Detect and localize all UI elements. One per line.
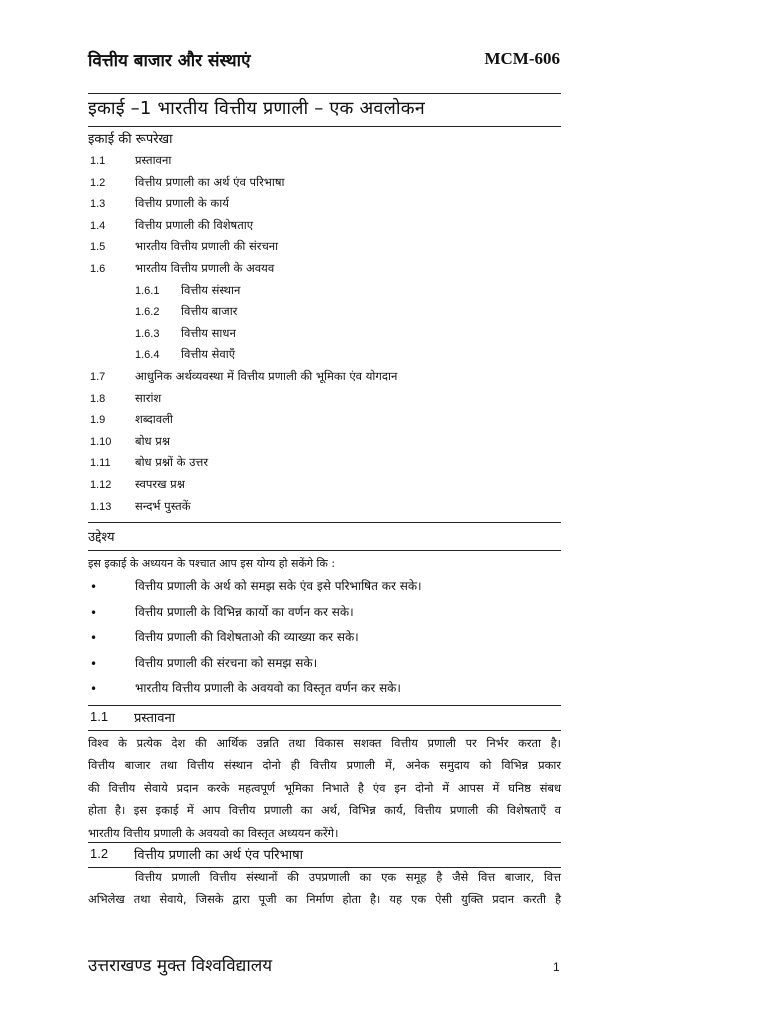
paragraph-line: अभिलेख तथा सेवाये, जिसके द्वारा पूजी का निर्माण होता है। यह एक ऐसी युक्ति प्रदान करती है [88,892,561,907]
divider-line [88,126,561,127]
toc-item-label: भारतीय वित्तीय प्रणाली के अवयव [135,260,275,275]
objective-item [0,602,768,628]
section-title: प्रस्तावना [134,711,176,726]
objective-item [0,653,768,679]
toc-item-number: 1.9 [90,414,106,427]
toc-item [0,174,768,196]
toc-item [0,282,768,304]
toc-item-number: 1.11 [90,457,111,470]
toc-item-label: वित्तीय बाजार [181,304,238,319]
intro-paragraph [88,732,561,844]
objectives-list [0,576,768,704]
objective-text: वित्तीय प्रणाली की संरचना को समझ सके। [135,655,318,670]
toc-item-number: 1.6.3 [135,327,160,340]
section-number: 1.1 [90,709,109,724]
toc-item [0,411,768,433]
toc-item-label: वित्तीय साधन [181,325,236,340]
toc-item [0,390,768,412]
toc-item [0,238,768,260]
toc-item-label: शब्दावली [135,412,173,427]
toc-item [0,498,768,520]
divider-line [88,842,561,843]
paragraph-line: वित्तीय बाजार तथा वित्तीय संस्थान दोनो ही वित्तीय प्रणाली में, अनेक समुदाय को विभिन्न प्रकार [88,758,561,773]
course-title: वित्तीय बाजार और संस्थाएं [88,51,251,71]
toc-item [0,325,768,347]
toc-item-label: बोध प्रश्नों के उत्तर [135,455,209,470]
footer-university: उत्तराखण्ड मुक्त विश्वविद्यालय [88,956,273,976]
bullet-icon: • [90,682,98,697]
toc-item [0,368,768,390]
objective-text: वित्तीय प्रणाली की विशेषताओ की व्याख्या कर सके। [135,630,359,645]
toc-item-label: वित्तीय प्रणाली का अर्थ एंव परिभाषा [135,174,285,189]
toc-item-number: 1.10 [90,435,112,448]
paragraph-line: भारतीय वित्तीय प्रणाली के अवयवो का विस्तृत अध्ययन करेंगे। [88,825,339,840]
toc-item-number: 1.8 [90,392,106,405]
toc-item-number: 1.6.1 [135,284,160,297]
page-number: 1 [553,960,560,974]
toc-item-number: 1.12 [90,478,112,491]
toc-item-label: सन्दर्भ पुस्तकें [135,498,191,513]
toc-item-label: वित्तीय प्रणाली की विशेषताए [135,217,254,232]
toc-item-label: प्रस्तावना [135,153,172,167]
section-title: वित्तीय प्रणाली का अर्थ एंव परिभाषा [134,848,303,863]
toc-item-label: आधुनिक अर्थव्यवस्था में वित्तीय प्रणाली की भूमिका एंव योगदान [135,368,398,383]
paragraph-line: होता है। इस इकाई में आप वित्तीय प्रणाली का अर्थ, विभिन्न कार्य, वित्तीय प्रणाली की विशेषताएँ व [88,803,561,818]
table-of-contents [0,152,768,519]
toc-item [0,346,768,368]
outline-heading: इकाई की रूपरेखा [88,132,173,147]
toc-item-number: 1.7 [90,370,106,383]
toc-item-label: वित्तीय प्रणाली के कार्य [135,196,229,211]
toc-item-number: 1.13 [90,500,112,513]
bullet-icon: • [90,631,98,646]
toc-item-number: 1.4 [90,219,106,232]
toc-item-number: 1.6.2 [135,306,160,319]
divider-line [88,550,561,551]
toc-item-number: 1.3 [90,198,106,211]
toc-item-label: स्वपरख प्रश्न [135,476,185,491]
bullet-icon: • [90,605,98,620]
toc-item-label: सारांश [135,390,162,405]
objective-item [0,627,768,653]
toc-item-label: भारतीय वित्तीय प्रणाली की संरचना [135,239,279,254]
objective-text: वित्तीय प्रणाली के विभिन्न कार्यो का वर्णन कर सके। [135,604,354,619]
objective-text: भारतीय वित्तीय प्रणाली के अवयवो का विस्तृत वर्णन कर सके। [135,681,401,696]
toc-item-label: वित्तीय संस्थान [181,282,241,297]
toc-item-number: 1.1 [90,155,106,167]
paragraph-line: की वित्तीय सेवाये प्रदान करके महत्वपूर्ण भूमिका निभाते है एंव इन दोनो में आपस में घनिष्ठ संबध [88,780,561,795]
paragraph-line: विश्व के प्रत्येक देश की आर्थिक उन्नति तथा विकास सशक्त वित्तीय प्रणाली पर निर्भर करता है। [88,736,561,750]
bullet-icon: • [90,580,98,594]
divider-line [88,522,561,523]
objectives-intro: इस इकाई के अध्ययन के पश्चात आप इस योग्य हो सकेंगे कि : [88,557,336,570]
definition-paragraph [88,866,561,911]
divider-line [88,93,561,94]
toc-item-number: 1.5 [90,241,106,254]
toc-item [0,433,768,455]
toc-item [0,217,768,239]
toc-item-label: बोध प्रश्न [135,433,170,448]
objective-text: वित्तीय प्रणाली के अर्थ को समझ सके एंव इसे परिभाषित कर सके। [135,579,422,593]
toc-item [0,303,768,325]
course-code: MCM-606 [484,49,560,68]
objectives-heading: उद्देश्य [88,530,115,545]
toc-item [0,260,768,282]
toc-item-number: 1.6.4 [135,349,160,362]
toc-item [0,152,768,174]
objective-item [0,576,768,602]
toc-item-number: 1.6 [90,262,106,275]
toc-item [0,476,768,498]
toc-item-label: वित्तीय सेवाएँ [181,347,236,362]
paragraph-line: वित्तीय प्रणाली वित्तीय संस्थानों की उपप्रणाली का एक समूह है जैसे वित्त बाजार, वित्त [135,870,561,884]
divider-line [88,705,561,706]
unit-title: इकाई –1 भारतीय वित्तीय प्रणाली – एक अवलोकन [88,98,425,119]
divider-line [88,730,561,731]
bullet-icon: • [90,656,98,671]
section-number: 1.2 [90,846,109,861]
objective-item [0,678,768,704]
toc-item-number: 1.2 [90,176,106,189]
toc-item [0,195,768,217]
toc-item [0,454,768,476]
